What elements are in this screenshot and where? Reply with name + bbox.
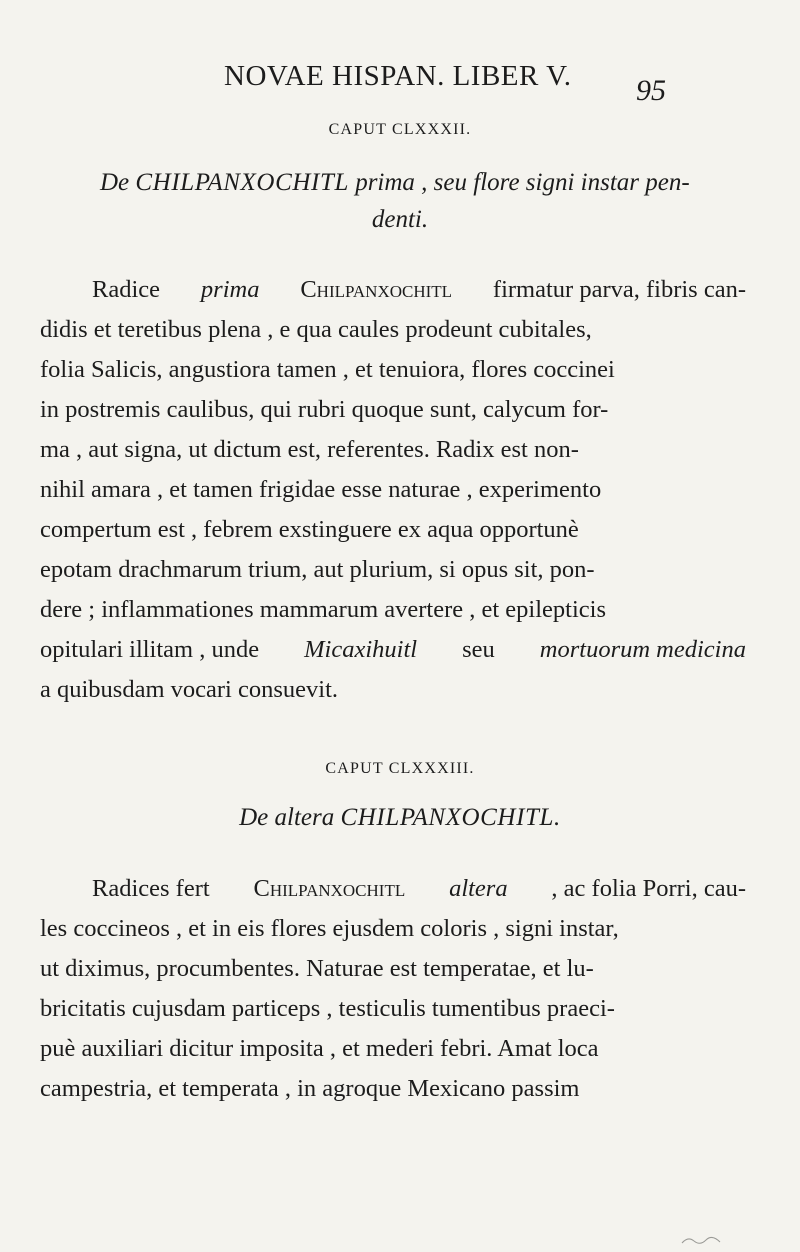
- heading-plant-name: CHILPANXOCHITL: [135, 169, 349, 196]
- line-text: a quibusdam vocari consuevit.: [40, 676, 339, 703]
- chapter-heading-line-2: denti.: [371, 206, 429, 233]
- chapter-2-caput: [0, 760, 800, 778]
- caput-title: CAPUT CLXXXII.: [328, 121, 472, 138]
- plant-name-italic: Micaxihuitl: [304, 636, 418, 663]
- line-text: folia Salicis, angustiora tamen , et tenuiora, flores coccinei: [40, 356, 615, 383]
- heading-plant-name: CHILPANXOCHITL.: [340, 804, 561, 831]
- ink-smudge-icon: [680, 1235, 730, 1245]
- heading-rest: prima , seu flore signi instar pen-: [355, 169, 690, 196]
- text-line: [40, 949, 746, 989]
- line-text: in postremis caulibus, qui rubri quoque sunt, calycum for-: [40, 396, 609, 423]
- line-text: bricitatis cujusdam particeps , testiculis tumentibus praeci-: [40, 995, 615, 1022]
- text-line: [40, 909, 746, 949]
- word-italic: prima: [200, 276, 260, 303]
- heading-de: De altera: [239, 804, 335, 831]
- chapter-heading-line-1: [0, 800, 800, 836]
- word: seu: [462, 636, 495, 663]
- text-line: [40, 1069, 746, 1109]
- running-head: [0, 60, 800, 107]
- page-number: 95: [636, 74, 666, 107]
- line-text: nihil amara , et tamen frigidae esse naturae , experimento: [40, 476, 602, 503]
- text-line: [40, 670, 746, 710]
- text-line: [40, 430, 746, 470]
- line-text: puè auxiliari dicitur imposita , et mederi febri. Amat loca: [40, 1035, 599, 1062]
- line-text: opitulari illitam , unde: [40, 636, 260, 663]
- heading-de: De: [100, 169, 130, 196]
- text-line: [40, 590, 746, 630]
- line-text: campestria, et temperata , in agroque Mexicano passim: [40, 1075, 580, 1102]
- text-line: [40, 270, 746, 310]
- line-text: epotam drachmarum trium, aut plurium, si opus sit, pon-: [40, 556, 595, 583]
- text-line: [40, 350, 746, 390]
- line-text: ut diximus, procumbentes. Naturae est temperatae, et lu-: [40, 955, 594, 982]
- chapter-1-caput: [0, 121, 800, 139]
- line-text: didis et teretibus plena , e qua caules prodeunt cubitales,: [40, 316, 592, 343]
- plant-name: Chilpanxochitl: [300, 276, 453, 303]
- phrase-italic: mortuorum medicina: [539, 636, 746, 663]
- line-text: ma , aut signa, ut dictum est, referentes. Radix est non-: [40, 436, 579, 463]
- chapter-2-body: [40, 869, 746, 1109]
- text-line: [40, 630, 746, 670]
- word-italic: altera: [449, 875, 508, 902]
- line-text: compertum est , febrem exstinguere ex aqua opportunè: [40, 516, 579, 543]
- line-text: les coccineos , et in eis flores ejusdem coloris , signi instar,: [40, 915, 619, 942]
- line-text: dere ; inflammationes mammarum avertere , et epilepticis: [40, 596, 607, 623]
- text-line: [40, 470, 746, 510]
- line-text: , ac folia Porri, cau-: [551, 875, 746, 902]
- chapter-1-body: [40, 270, 746, 710]
- text-line: [40, 550, 746, 590]
- line-text: Radices fert: [92, 875, 210, 902]
- line-text: firmatur parva, fibris can-: [492, 276, 746, 303]
- running-title: NOVAE HISPAN. LIBER V.: [224, 60, 572, 92]
- text-line: [40, 510, 746, 550]
- text-line: [40, 390, 746, 430]
- word: Radice: [92, 276, 161, 303]
- plant-name: Chilpanxochitl: [253, 875, 406, 902]
- text-line: [40, 1029, 746, 1069]
- chapter-2-heading: [0, 800, 800, 836]
- text-line: [40, 869, 746, 909]
- text-line: [40, 310, 746, 350]
- caput-title: CAPUT CLXXXIII.: [325, 760, 475, 777]
- chapter-heading-line-1: [100, 165, 690, 201]
- text-line: [40, 989, 746, 1029]
